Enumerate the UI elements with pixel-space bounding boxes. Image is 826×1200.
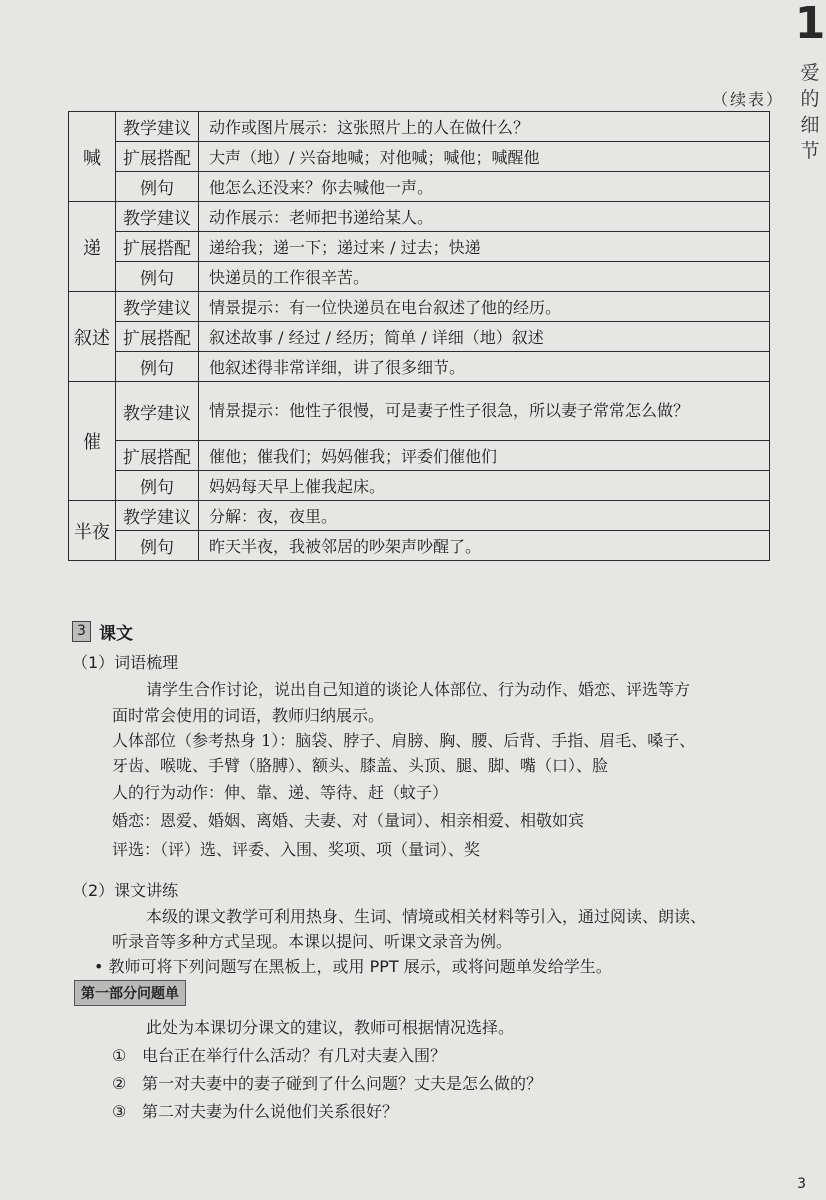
row-label: 教学建议	[116, 202, 199, 232]
unit-title-char: 的	[800, 88, 820, 110]
body-parts-line2: 牙齿、喉咙、手臂（胳膊）、额头、膝盖、头顶、腿、脚、嘴（口）、脸	[112, 756, 609, 775]
row-content: 递给我；递一下；递过来 / 过去；快递	[199, 232, 770, 262]
table-row	[69, 202, 770, 232]
table-row	[69, 501, 770, 531]
table-row	[69, 112, 770, 142]
table-row	[69, 471, 770, 501]
question-text: 电台正在举行什么活动？有几对夫妻入围？	[142, 1046, 447, 1065]
row-label: 例句	[116, 352, 199, 382]
table-continued-note: （续表）	[712, 90, 785, 109]
part1-intro-line1: 请学生合作讨论，说出自己知道的谈论人体部位、行为动作、婚恋、评选等方	[146, 680, 691, 699]
part1-intro-line2: 面时常会使用的词语，教师归纳展示。	[112, 706, 385, 725]
row-content: 动作或图片展示：这张照片上的人在做什么？	[199, 112, 770, 142]
row-label: 教学建议	[116, 382, 199, 441]
table-row	[69, 531, 770, 561]
body-parts-line1: 人体部位（参考热身 1）：脑袋、脖子、肩膀、胸、腰、后背、手指、眉毛、嗓子、	[112, 731, 696, 750]
row-label: 扩展搭配	[116, 232, 199, 262]
part2-heading: （2）课文讲练	[72, 881, 179, 900]
table-row	[69, 352, 770, 382]
table-row	[69, 292, 770, 322]
row-label: 教学建议	[116, 292, 199, 322]
vocab-table	[68, 111, 770, 561]
unit-title-char: 节	[800, 140, 820, 162]
part2-intro-line2: 听录音等多种方式呈现。本课以提问、听课文录音为例。	[112, 932, 513, 951]
romance-line: 婚恋：恩爱、婚姻、离婚、夫妻、对（量词）、相亲相爱、相敬如宾	[112, 811, 585, 830]
selection-line: 评选：（评）选、评委、入围、奖项、项（量词）、奖	[112, 840, 481, 859]
row-label: 例句	[116, 172, 199, 202]
question-item	[112, 1099, 398, 1122]
unit-title-char: 细	[800, 114, 820, 136]
table-row	[69, 262, 770, 292]
row-label: 扩展搭配	[116, 142, 199, 172]
row-content: 快递员的工作很辛苦。	[199, 262, 770, 292]
question-number: ①	[112, 1046, 127, 1065]
row-label: 扩展搭配	[116, 441, 199, 471]
question-sheet-note: 此处为本课切分课文的建议，教师可根据情况选择。	[146, 1018, 515, 1037]
row-content: 妈妈每天早上催我起床。	[199, 471, 770, 501]
row-label: 例句	[116, 471, 199, 501]
row-content: 分解：夜，夜里。	[199, 501, 770, 531]
unit-number: 1	[794, 0, 826, 49]
question-item	[112, 1071, 542, 1094]
row-label: 教学建议	[116, 112, 199, 142]
part1-heading: （1）词语梳理	[72, 653, 179, 672]
row-label: 教学建议	[116, 501, 199, 531]
question-text: 第二对夫妻为什么说他们关系很好？	[142, 1102, 399, 1121]
row-content: 大声（地）/ 兴奋地喊；对他喊；喊他；喊醒他	[199, 142, 770, 172]
vocab-word: 半夜	[69, 501, 116, 561]
row-content: 叙述故事 / 经过 / 经历；简单 / 详细（地）叙述	[199, 322, 770, 352]
row-content: 昨天半夜，我被邻居的吵架声吵醒了。	[199, 531, 770, 561]
row-content: 动作展示：老师把书递给某人。	[199, 202, 770, 232]
row-content: 他怎么还没来？你去喊他一声。	[199, 172, 770, 202]
unit-title-char: 爱	[800, 62, 820, 84]
row-label: 扩展搭配	[116, 322, 199, 352]
section-heading	[72, 619, 133, 644]
question-sheet-badge: 第一部分问题单	[74, 980, 186, 1006]
table-row	[69, 232, 770, 262]
page-number: 3	[797, 1176, 806, 1192]
section-title: 课文	[99, 624, 133, 644]
question-text: 第一对夫妻中的妻子碰到了什么问题？丈夫是怎么做的？	[142, 1074, 543, 1093]
part2-intro-line1: 本级的课文教学可利用热身、生词、情境或相关材料等引入，通过阅读、朗读、	[146, 907, 707, 926]
question-number: ③	[112, 1102, 127, 1121]
row-content: 催他；催我们；妈妈催我；评委们催他们	[199, 441, 770, 471]
vocab-word: 催	[69, 382, 116, 501]
section-number: 3	[72, 621, 91, 642]
row-content: 情景提示：有一位快递员在电台叙述了他的经历。	[199, 292, 770, 322]
table-row	[69, 441, 770, 471]
table-row	[69, 142, 770, 172]
actions-line: 人的行为动作：伸、靠、递、等待、赶（蚊子）	[112, 783, 449, 802]
question-item	[112, 1043, 446, 1066]
vocab-word: 递	[69, 202, 116, 292]
vocab-word: 叙述	[69, 292, 116, 382]
table-row	[69, 172, 770, 202]
question-number: ②	[112, 1074, 127, 1093]
part2-bullet: • 教师可将下列问题写在黑板上，或用 PPT 展示，或将问题单发给学生。	[94, 957, 612, 976]
row-content: 情景提示：他性子很慢，可是妻子性子很急，所以妻子常常怎么做？	[199, 382, 770, 441]
table-row	[69, 322, 770, 352]
table-row	[69, 382, 770, 441]
row-label: 例句	[116, 262, 199, 292]
row-label: 例句	[116, 531, 199, 561]
unit-title-vertical	[798, 60, 822, 164]
row-content: 他叙述得非常详细，讲了很多细节。	[199, 352, 770, 382]
vocab-word: 喊	[69, 112, 116, 202]
